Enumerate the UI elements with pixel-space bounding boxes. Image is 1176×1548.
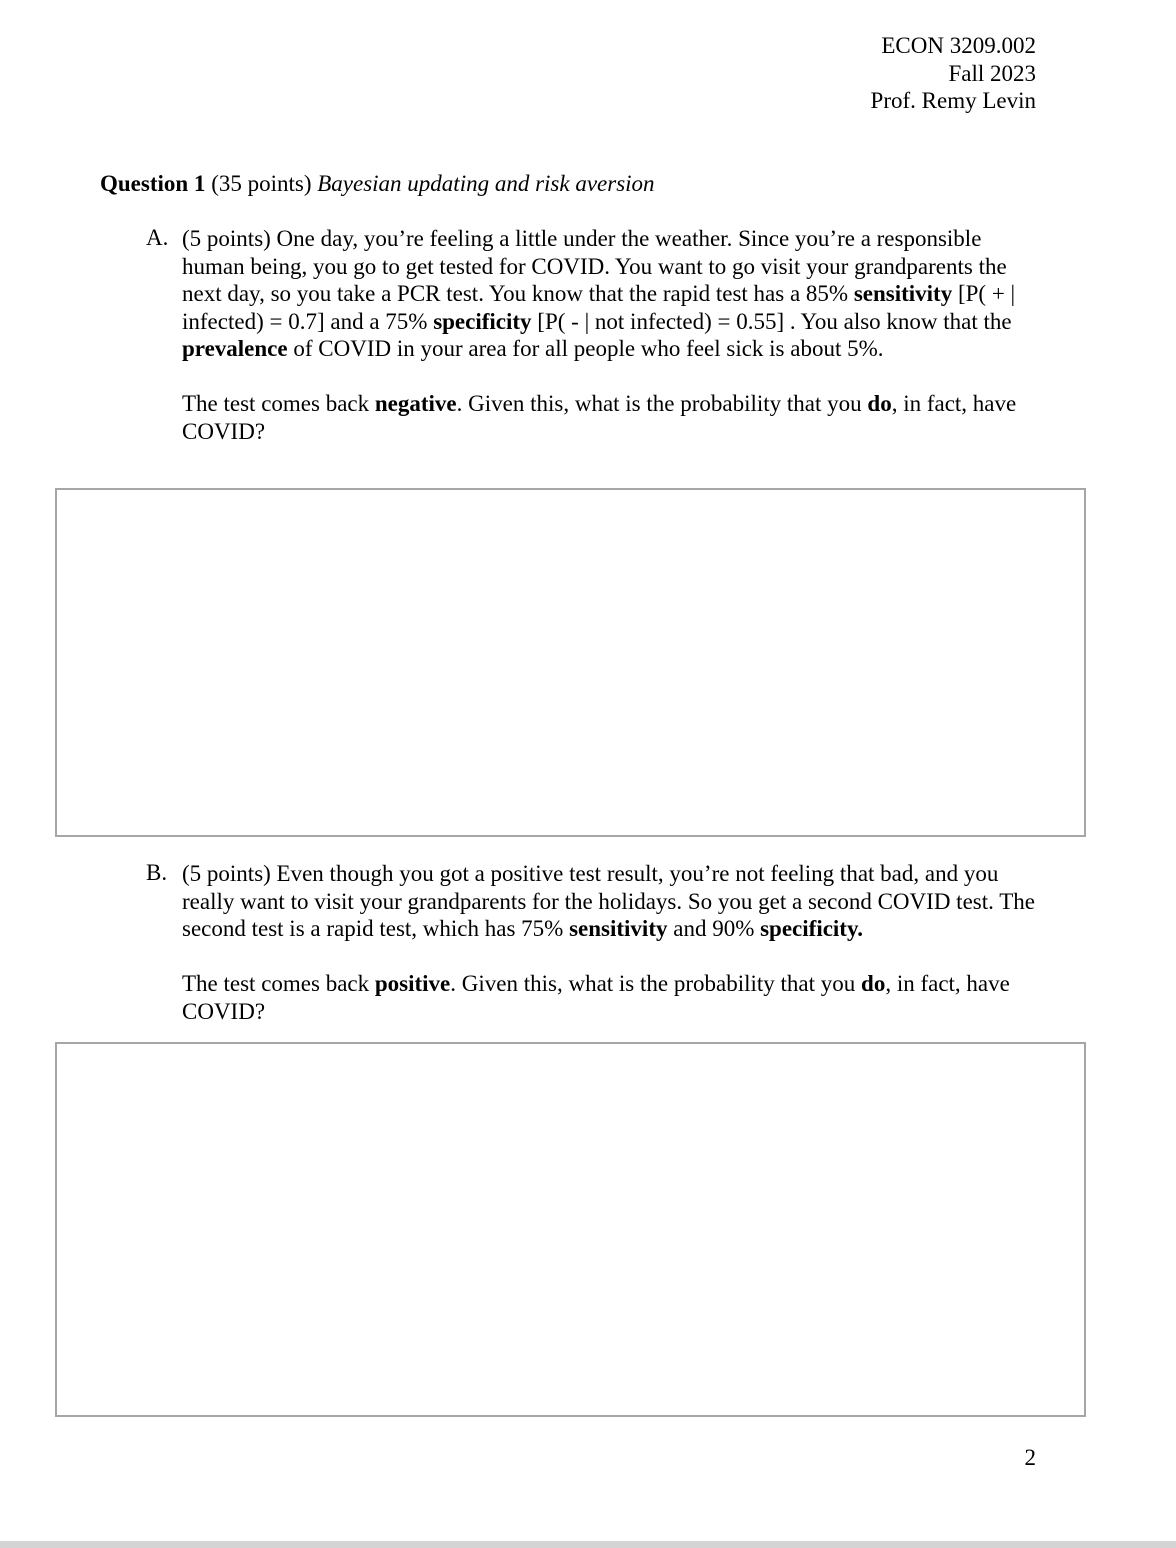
part-b-letter: B. xyxy=(146,860,168,885)
instructor-name: Prof. Remy Levin xyxy=(870,88,1036,113)
question-points: (35 points) xyxy=(211,171,312,196)
question-number: Question 1 xyxy=(100,171,206,196)
part-a-question: The test comes back negative. Given this, what is the probability that you do, in fact, have COVID? xyxy=(182,391,1017,444)
part-a-prompt: (5 points) One day, you’re feeling a little under the weather. Since you’re a responsible human being, you go to get tested for COVID. You want to go visit your grandparents the next day, so you take a PCR test. You know that the rapid test has a 85% sensitivity [P( + | infected) = 0.7] and a 75% specificity [P( - | not infected) = 0.55] . You also know that the prevalence of COVID in your area for all people who feel sick is about 5%. xyxy=(182,226,1016,361)
question-title xyxy=(100,170,655,198)
part-b-question: The test comes back positive. Given this, what is the probability that you do, in fact, have COVID? xyxy=(182,971,1010,1024)
part-a-letter: A. xyxy=(146,225,169,250)
viewer-bottom-bar xyxy=(0,1541,1176,1548)
part-b-prompt: (5 points) Even though you got a positive test result, you’re not feeling that bad, and you really want to visit your grandparents for the holidays. So you get a second COVID test. The second test is a rapid test, which has 75% sensitivity and 90% specificity. xyxy=(182,861,1035,941)
document-header xyxy=(871,32,1036,115)
part-a xyxy=(146,225,1046,445)
course-code: ECON 3209.002 xyxy=(881,33,1036,58)
answer-box-a[interactable] xyxy=(55,488,1086,837)
page-number: 2 xyxy=(1024,1445,1036,1470)
part-b xyxy=(146,860,1046,1025)
question-topic: Bayesian updating and risk aversion xyxy=(317,171,655,196)
answer-box-b[interactable] xyxy=(55,1042,1086,1417)
term: Fall 2023 xyxy=(948,60,1036,86)
